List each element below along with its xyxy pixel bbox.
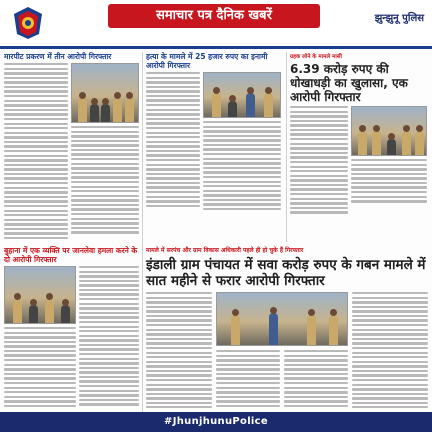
story-body-text xyxy=(79,266,139,408)
police-emblem-icon xyxy=(12,6,44,40)
story-body-text xyxy=(146,72,200,210)
arrest-photo xyxy=(203,72,281,118)
story-body-text xyxy=(216,350,348,408)
story-body-text xyxy=(352,292,428,408)
story-headline: इंडाली ग्राम पंचायत में सवा करोड़ रुपए के गबन मामले में सात महीने से फरार आरोपी गिरफ्तार xyxy=(146,257,426,289)
story-kicker: मामले में सरपंच और ग्राम विकास अधिकारी पहले ही हो चुके हैं गिरफ्तार xyxy=(146,247,304,254)
story-body-text xyxy=(146,292,212,408)
story-body-text xyxy=(4,327,76,408)
story-assault-arrest xyxy=(4,52,140,242)
arrest-photo xyxy=(351,106,427,156)
story-buhana-attack xyxy=(4,246,140,408)
story-headline: 6.39 करोड़ रुपए की धोखाधड़ी का खुलासा, एक आरोपी गिरफ्तार xyxy=(290,62,408,104)
page-title: समाचार पत्र दैनिक खबरें xyxy=(108,4,320,28)
story-headline: बुहाना में एक व्यक्ति पर जानलेवा हमला करने के दो आरोपी गिरफ्तार xyxy=(4,246,138,264)
story-headline: मारपीट प्रकरण में तीन आरोपी गिरफ्तार xyxy=(4,52,112,61)
story-body-text xyxy=(351,159,427,203)
story-fraud-bust xyxy=(290,52,428,242)
story-body-text xyxy=(290,106,348,214)
footer-hashtag: #JhunjhunuPolice xyxy=(0,412,432,432)
story-body-text xyxy=(71,126,139,234)
story-murder-reward-arrest xyxy=(146,52,282,242)
arrest-photo xyxy=(4,266,76,324)
story-body-text xyxy=(4,63,68,242)
header-divider xyxy=(0,46,432,49)
masthead xyxy=(0,0,432,44)
arrest-photo xyxy=(71,63,139,123)
story-body-text xyxy=(203,121,281,210)
department-name: झुन्झुनू पुलिस xyxy=(374,13,424,24)
story-headline: हत्या के मामले में 25 हजार रुपए का इनामी आरोपी गिरफ्तार xyxy=(146,52,268,70)
story-kicker: ग्रहक लोने के मामले मासी xyxy=(290,54,342,60)
column-divider xyxy=(286,52,287,242)
column-divider xyxy=(142,52,143,432)
arrest-photo xyxy=(216,292,348,346)
